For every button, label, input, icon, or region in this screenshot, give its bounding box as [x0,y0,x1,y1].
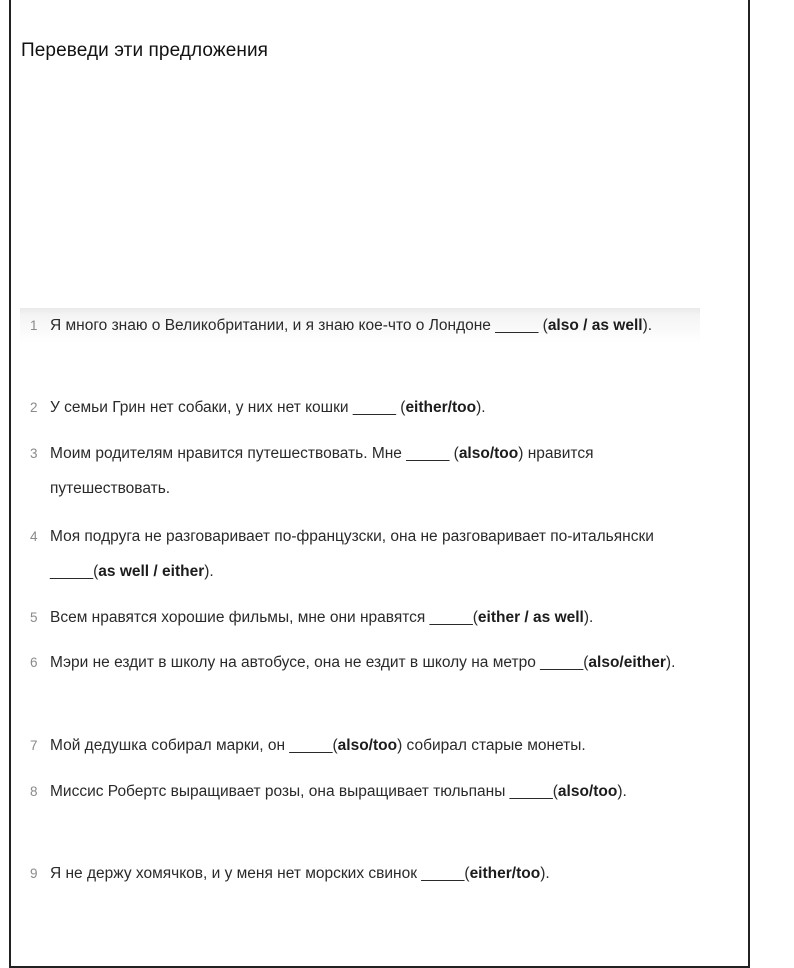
list-item [20,728,700,763]
list-item [20,856,700,891]
item-number: 4 [30,529,38,544]
item-text: Моим родителям нравится путешествовать. Мне _____ (also/too) нравится путешествовать. [50,445,594,497]
item-number: 3 [30,446,38,461]
item-number: 9 [30,866,38,881]
item-text: Моя подруга не разговаривает по-французски, она не разговаривает по-итальянски _____(as well / either). [50,528,654,580]
item-number: 8 [30,784,38,799]
list-item [20,600,700,635]
item-text: У семьи Грин нет собаки, у них нет кошки _____ (either/too). [50,399,486,416]
list-item [20,519,700,589]
list-item [20,645,700,680]
list-item [20,774,700,809]
item-text: Миссис Робертс выращивает розы, она выращивает тюльпаны _____(also/too). [50,783,627,800]
item-text: Всем нравятся хорошие фильмы, мне они нравятся _____(either / as well). [50,609,594,626]
list-item [20,390,700,425]
item-number: 6 [30,655,38,670]
list-item [20,436,700,506]
item-text: Я не держу хомячков, и у меня нет морских свинок _____(either/too). [50,865,550,882]
list-item [20,308,700,343]
item-number: 5 [30,610,38,625]
item-text: Я много знаю о Великобритании, и я знаю кое-что о Лондоне _____ (also / as well). [50,317,653,334]
item-number: 1 [30,318,38,333]
item-number: 2 [30,400,38,415]
item-text: Мой дедушка собирал марки, он _____(also/too) собирал старые монеты. [50,737,586,754]
item-number: 7 [30,738,38,753]
item-text: Мэри не ездит в школу на автобусе, она не ездит в школу на метро _____(also/either). [50,654,676,671]
page-title: Переведи эти предложения [21,40,269,61]
